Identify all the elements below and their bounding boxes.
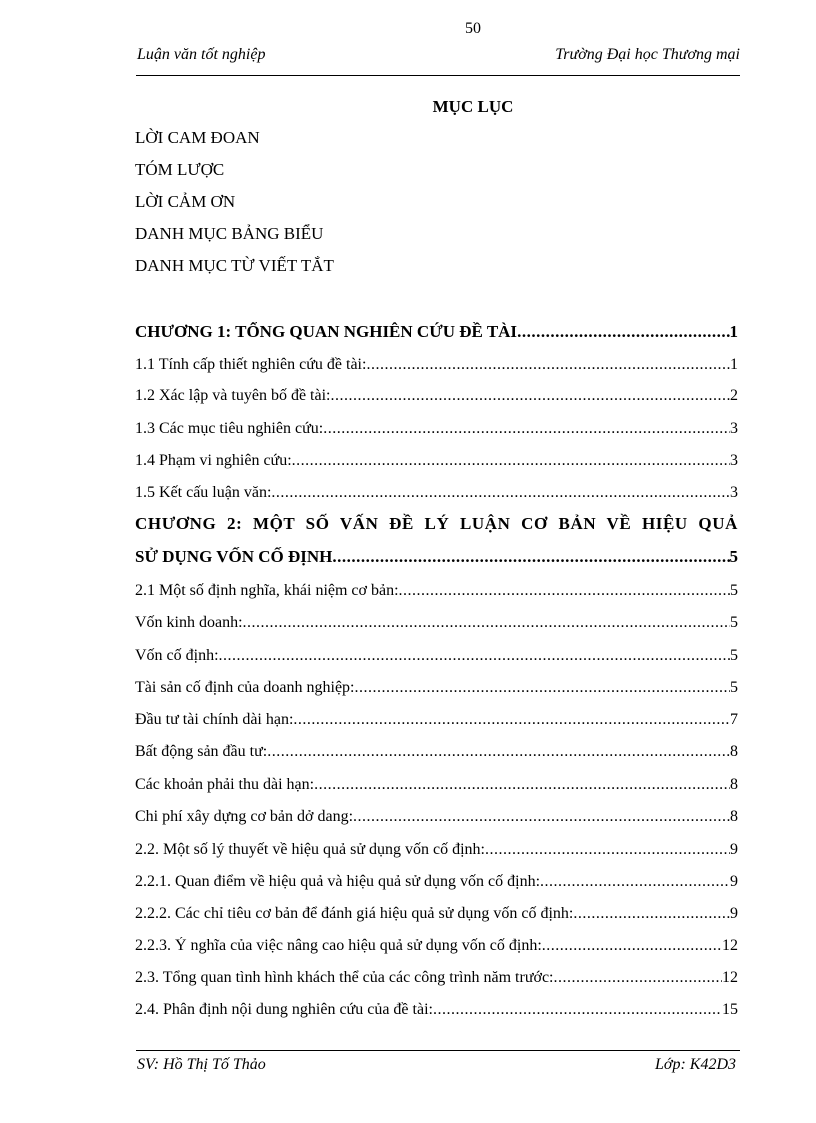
toc-page: 8 [730, 776, 738, 793]
toc-label: 2.2.2. Các chỉ tiêu cơ bản để đánh giá hiệu quả sử dụng vốn cố định: [135, 905, 574, 922]
toc-page: 15 [722, 1001, 738, 1018]
toc-entry-2-3[interactable] [135, 969, 738, 987]
toc-page: 8 [730, 808, 738, 825]
toc-label: Các khoản phải thu dài hạn: [135, 776, 315, 793]
front-matter-item[interactable]: DANH MỤC TỪ VIẾT TẮT [135, 256, 334, 275]
toc-leader [433, 1001, 722, 1019]
toc-label: Bất động sản đầu tư: [135, 743, 268, 760]
toc-label: CHƯƠNG 1: TỔNG QUAN NGHIÊN CỨU ĐỀ TÀI [135, 322, 518, 341]
front-matter-item[interactable]: LỜI CẢM ƠN [135, 192, 236, 211]
toc-entry-2-2[interactable] [135, 841, 738, 859]
header-left: Luận văn tốt nghiệp [137, 46, 266, 63]
toc-page: 3 [730, 484, 738, 501]
toc-label: 1.5 Kết cấu luận văn: [135, 484, 272, 501]
toc-label: 1.1 Tính cấp thiết nghiên cứu đề tài: [135, 356, 367, 373]
toc-leader [292, 452, 730, 470]
toc-entry-1-5[interactable] [135, 484, 738, 502]
toc-page: 5 [730, 582, 738, 599]
toc-page: 3 [730, 420, 738, 437]
toc-leader [243, 614, 730, 632]
toc-entry-chi-phi-xay-dung[interactable] [135, 808, 738, 826]
toc-leader [554, 969, 723, 987]
front-matter-item[interactable]: TÓM LƯỢC [135, 160, 225, 179]
toc-leader [323, 420, 730, 438]
toc-entry-tai-san-co-dinh[interactable] [135, 679, 738, 697]
toc-leader [355, 679, 731, 697]
toc-label: Chi phí xây dựng cơ bản dở dang: [135, 808, 354, 825]
toc-label: Đầu tư tài chính dài hạn: [135, 711, 294, 728]
front-matter-item[interactable]: LỜI CAM ĐOAN [135, 128, 260, 147]
toc-entry-2-2-2[interactable] [135, 905, 738, 923]
toc-leader [353, 808, 730, 826]
toc-leader [331, 387, 731, 405]
toc-label: SỬ DỤNG VỐN CỐ ĐỊNH [135, 547, 333, 566]
toc-label: Vốn kinh doanh: [135, 614, 243, 631]
toc-entry-2-4[interactable] [135, 1001, 738, 1019]
toc-page: 9 [730, 873, 738, 890]
toc-entry-1-3[interactable] [135, 420, 738, 438]
toc-leader [540, 873, 730, 891]
toc-page: 9 [730, 841, 738, 858]
toc-leader [573, 905, 730, 923]
toc-entry-1-4[interactable] [135, 452, 738, 470]
toc-label: 1.4 Phạm vi nghiên cứu: [135, 452, 292, 469]
toc-page: 8 [730, 743, 738, 760]
toc-entry-1-2[interactable] [135, 387, 738, 405]
toc-page: 5 [730, 614, 738, 631]
toc-leader [517, 322, 729, 342]
toc-label: 1.3 Các mục tiêu nghiên cứu: [135, 420, 324, 437]
toc-label: 2.3. Tổng quan tình hình khách thể của các công trình năm trước: [135, 969, 554, 986]
toc-page: 1 [729, 322, 738, 341]
toc-entry-2-2-3[interactable] [135, 937, 738, 955]
toc-page: 2 [730, 387, 738, 404]
toc-leader [485, 841, 730, 859]
toc-entry-1-1[interactable] [135, 356, 738, 374]
toc-leader [332, 547, 729, 567]
toc-label: 2.4. Phân định nội dung nghiên cứu của đề tài: [135, 1001, 433, 1018]
toc-page: 5 [729, 547, 738, 566]
toc-label: Tài sản cố định của doanh nghiệp: [135, 679, 355, 696]
toc-leader [542, 937, 722, 955]
toc-leader [366, 356, 730, 374]
toc-page: 9 [730, 905, 738, 922]
toc-label: 2.2.1. Quan điểm về hiệu quả và hiệu quả sử dụng vốn cố định: [135, 873, 541, 890]
toc-leader [314, 776, 730, 794]
toc-title: MỤC LỤC [432, 97, 514, 116]
footer-right: Lớp: K42D3 [655, 1056, 736, 1073]
toc-page: 3 [730, 452, 738, 469]
toc-entry-dau-tu-tai-chinh[interactable] [135, 711, 738, 729]
footer-left: SV: Hồ Thị Tố Thảo [137, 1056, 266, 1073]
toc-page: 7 [730, 711, 738, 728]
toc-page: 12 [722, 937, 738, 954]
toc-leader [293, 711, 730, 729]
toc-chapter-2-line1[interactable]: CHƯƠNG 2: MỘT SỐ VẤN ĐỀ LÝ LUẬN CƠ BẢN VỀ HIỆU QUẢ [135, 514, 738, 533]
front-matter-item[interactable]: DANH MỤC BẢNG BIỂU [135, 224, 324, 243]
toc-label: 2.2.3. Ý nghĩa của việc nâng cao hiệu quả sử dụng vốn cố định: [135, 937, 542, 954]
toc-label: 2.2. Một số lý thuyết về hiệu quả sử dụng vốn cố định: [135, 841, 485, 858]
toc-entry-khoan-phai-thu[interactable] [135, 776, 738, 794]
toc-label: 2.1 Một số định nghĩa, khái niệm cơ bản: [135, 582, 399, 599]
toc-page: 1 [730, 356, 738, 373]
toc-page: 12 [722, 969, 738, 986]
toc-entry-bat-dong-san[interactable] [135, 743, 738, 761]
toc-leader [399, 582, 730, 600]
toc-chapter-2-line2[interactable] [135, 547, 738, 567]
toc-entry-2-1[interactable] [135, 582, 738, 600]
header-rule [136, 75, 740, 76]
page-number: 50 [465, 20, 481, 37]
toc-leader [267, 743, 730, 761]
toc-label: Vốn cố định: [135, 647, 219, 664]
toc-page: 5 [730, 679, 738, 696]
toc-page: 5 [730, 647, 738, 664]
toc-leader [219, 647, 730, 665]
toc-label: 1.2 Xác lập và tuyên bố đề tài: [135, 387, 331, 404]
toc-chapter-1[interactable] [135, 322, 738, 342]
toc-leader [271, 484, 730, 502]
header-right: Trường Đại học Thương mại [555, 46, 740, 63]
toc-entry-von-co-dinh[interactable] [135, 647, 738, 665]
toc-entry-von-kinh-doanh[interactable] [135, 614, 738, 632]
footer-rule [136, 1050, 740, 1051]
toc-entry-2-2-1[interactable] [135, 873, 738, 891]
